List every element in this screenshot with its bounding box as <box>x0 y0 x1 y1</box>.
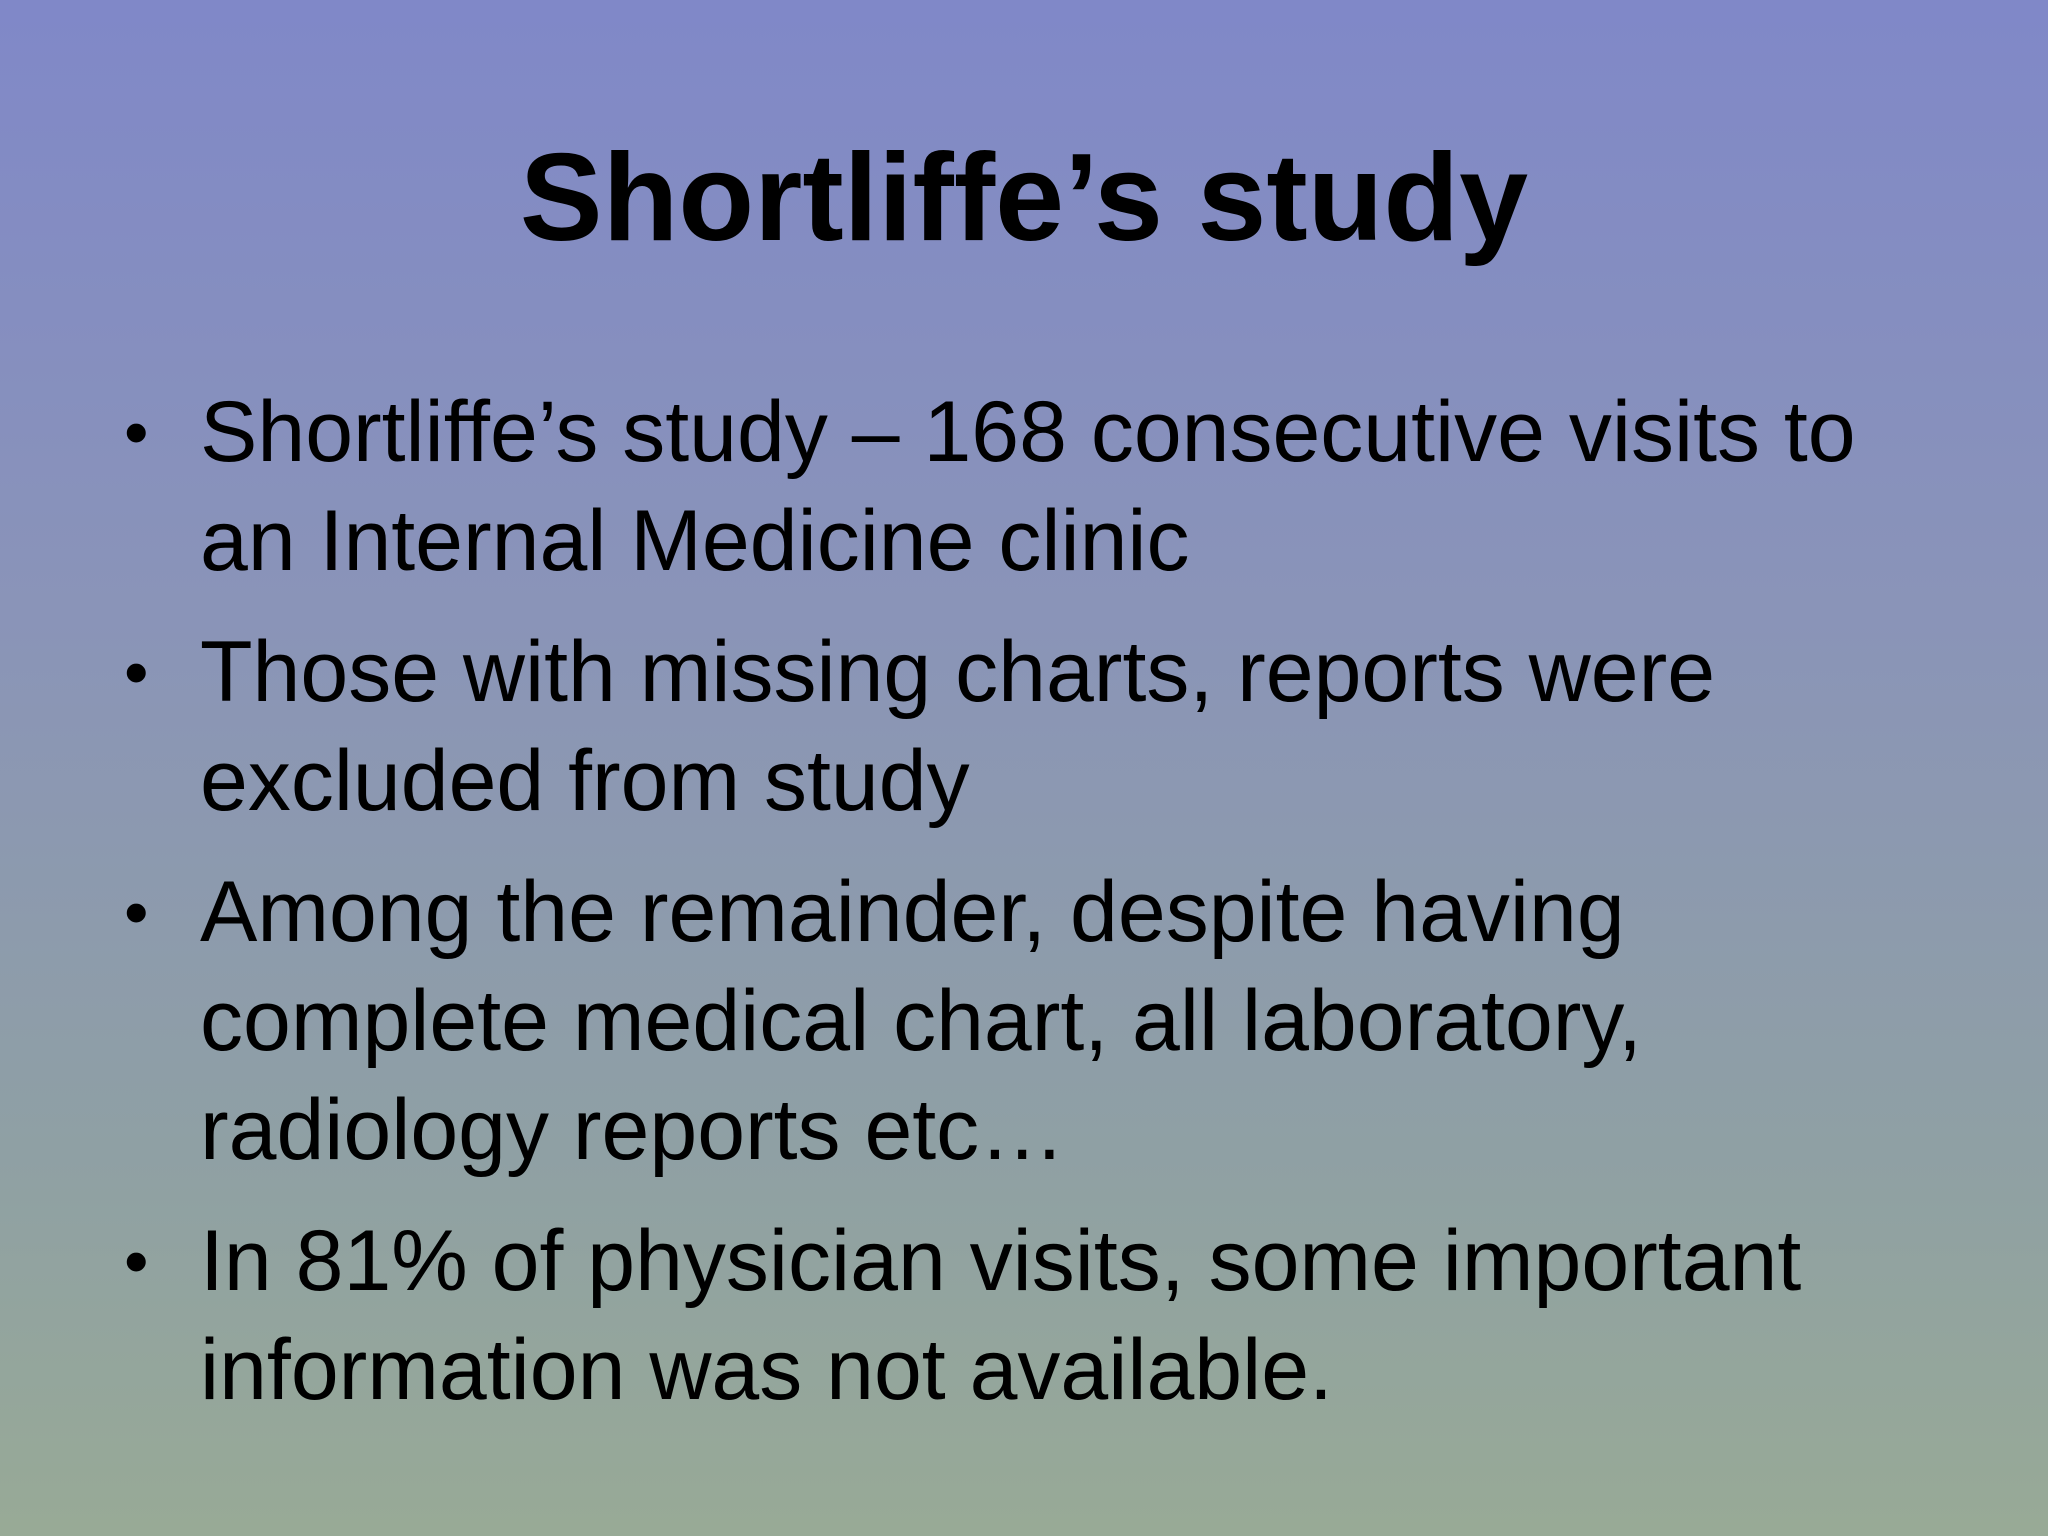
bullet-line: information was not available. <box>200 1322 1333 1418</box>
bullet-item <box>120 618 2000 836</box>
bullet-item <box>120 1207 2000 1425</box>
bullet-line: complete medical chart, all laboratory, <box>200 973 1642 1069</box>
bullet-item <box>120 378 2000 596</box>
bullet-line: radiology reports etc… <box>200 1082 1066 1178</box>
bullet-line: an Internal Medicine clinic <box>200 493 1190 589</box>
bullet-line: excluded from study <box>200 733 970 829</box>
bullet-line: Those with missing charts, reports were <box>200 624 1716 720</box>
bullet-line: Shortliffe’s study – 168 consecutive visits to <box>200 384 1856 480</box>
bullet-line: Among the remainder, despite having <box>200 864 1625 960</box>
bullet-dot-icon: • <box>124 393 149 471</box>
slide-title: Shortliffe’s study <box>519 129 1529 267</box>
bullet-line: In 81% of physician visits, some important <box>200 1213 1802 1309</box>
bullet-item <box>120 858 2000 1185</box>
bullet-list <box>120 378 2000 1447</box>
bullet-dot-icon: • <box>124 1222 149 1300</box>
bullet-dot-icon: • <box>124 633 149 711</box>
bullet-dot-icon: • <box>124 873 149 951</box>
